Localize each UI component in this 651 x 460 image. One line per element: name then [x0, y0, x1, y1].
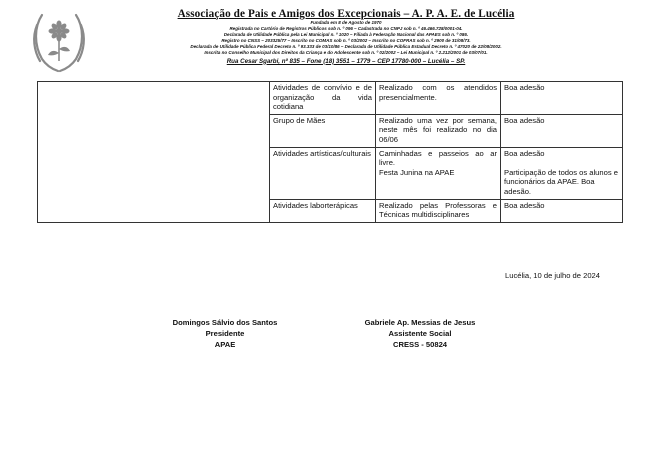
activity-cell: Atividades de convívio e de organização da vida cotidiana: [270, 82, 376, 115]
activity-cell: Atividades artísticas/culturais: [270, 147, 376, 199]
signature-president: [150, 317, 300, 350]
document-date: Lucélia, 10 de julho de 2024: [505, 271, 600, 280]
description-cell: Realizado com os atendidos presencialmente.: [376, 82, 501, 115]
evaluation-cell: Boa adesão: [501, 114, 623, 147]
registration-line: Declarada de Utilidade Pública pela Lei Municipal n. º 1020 – Filiada à Federação Nacional das APAES sob n. º 086.: [223, 32, 469, 38]
signer-registration: CRESS - 50824: [392, 340, 448, 349]
signer-organization: APAE: [214, 340, 236, 349]
description-cell: Caminhadas e passeios ao ar livre. Festa Junina na APAE: [376, 147, 501, 199]
apae-logo: [30, 9, 88, 75]
registration-line: Declarada de Utilidade Pública Federal Decreto n. º 93.333 de 03/10/86 – Declarada de Utilidade Pública Estadual Decreto n. º 47020 de 22/08/2002.: [190, 44, 502, 50]
signer-name: Gabriele Ap. Messias de Jesus: [364, 318, 476, 327]
signer-role: Presidente: [205, 329, 245, 338]
evaluation-cell: Boa adesão: [501, 199, 623, 222]
empty-merged-cell: [38, 82, 270, 223]
registration-line: Registrada no Cartório de Registros Públicos sob n. º 096 – Cadastrada no CNPJ sob n. º 46.466.728/0001-04.: [229, 26, 463, 32]
registration-line: Inscrita no Conselho Municipal dos Direitos da Criança e do Adolescente sob n. º 02/2002 – Lei Municipal n. º 2.212/2001 de 03/07/01.: [204, 50, 488, 56]
table-row: [38, 82, 623, 115]
evaluation-cell: Boa adesão: [501, 82, 623, 115]
activity-cell: Atividades laborterápicas: [270, 199, 376, 222]
evaluation-cell: Boa adesão Participação de todos os alunos e funcionários da APAE. Boa adesão.: [501, 147, 623, 199]
activities-table: [37, 81, 623, 223]
activity-cell: Grupo de Mães: [270, 114, 376, 147]
signer-name: Domingos Sálvio dos Santos: [172, 318, 278, 327]
signature-social-worker: [340, 317, 500, 350]
signer-role: Assistente Social: [388, 329, 452, 338]
registration-line: Registro no CNSS – 203325/77 – Inscrito no COMAS sob n. º 03/2002 – Inscrito no COFRAS sob n. º 2900 de 31/08/73.: [221, 38, 471, 44]
address-line: Rua Cesar Sgarbi, nº 835 – Fone (18) 3551 – 1779 – CEP 17780-000 – Lucélia – SP.: [226, 57, 466, 65]
description-cell: Realizado uma vez por semana, neste mês foi realizado no dia 06/06: [376, 114, 501, 147]
signature-block: [150, 317, 530, 357]
registration-line: Fundada em 8 de Agosto de 1970: [310, 20, 382, 25]
organization-title: Associação de Pais e Amigos dos Excepcionais – A. P. A. E. de Lucélia: [177, 8, 515, 20]
description-cell: Realizado pelas Professoras e Técnicas multidisciplinares: [376, 199, 501, 222]
letterhead: [96, 8, 596, 65]
